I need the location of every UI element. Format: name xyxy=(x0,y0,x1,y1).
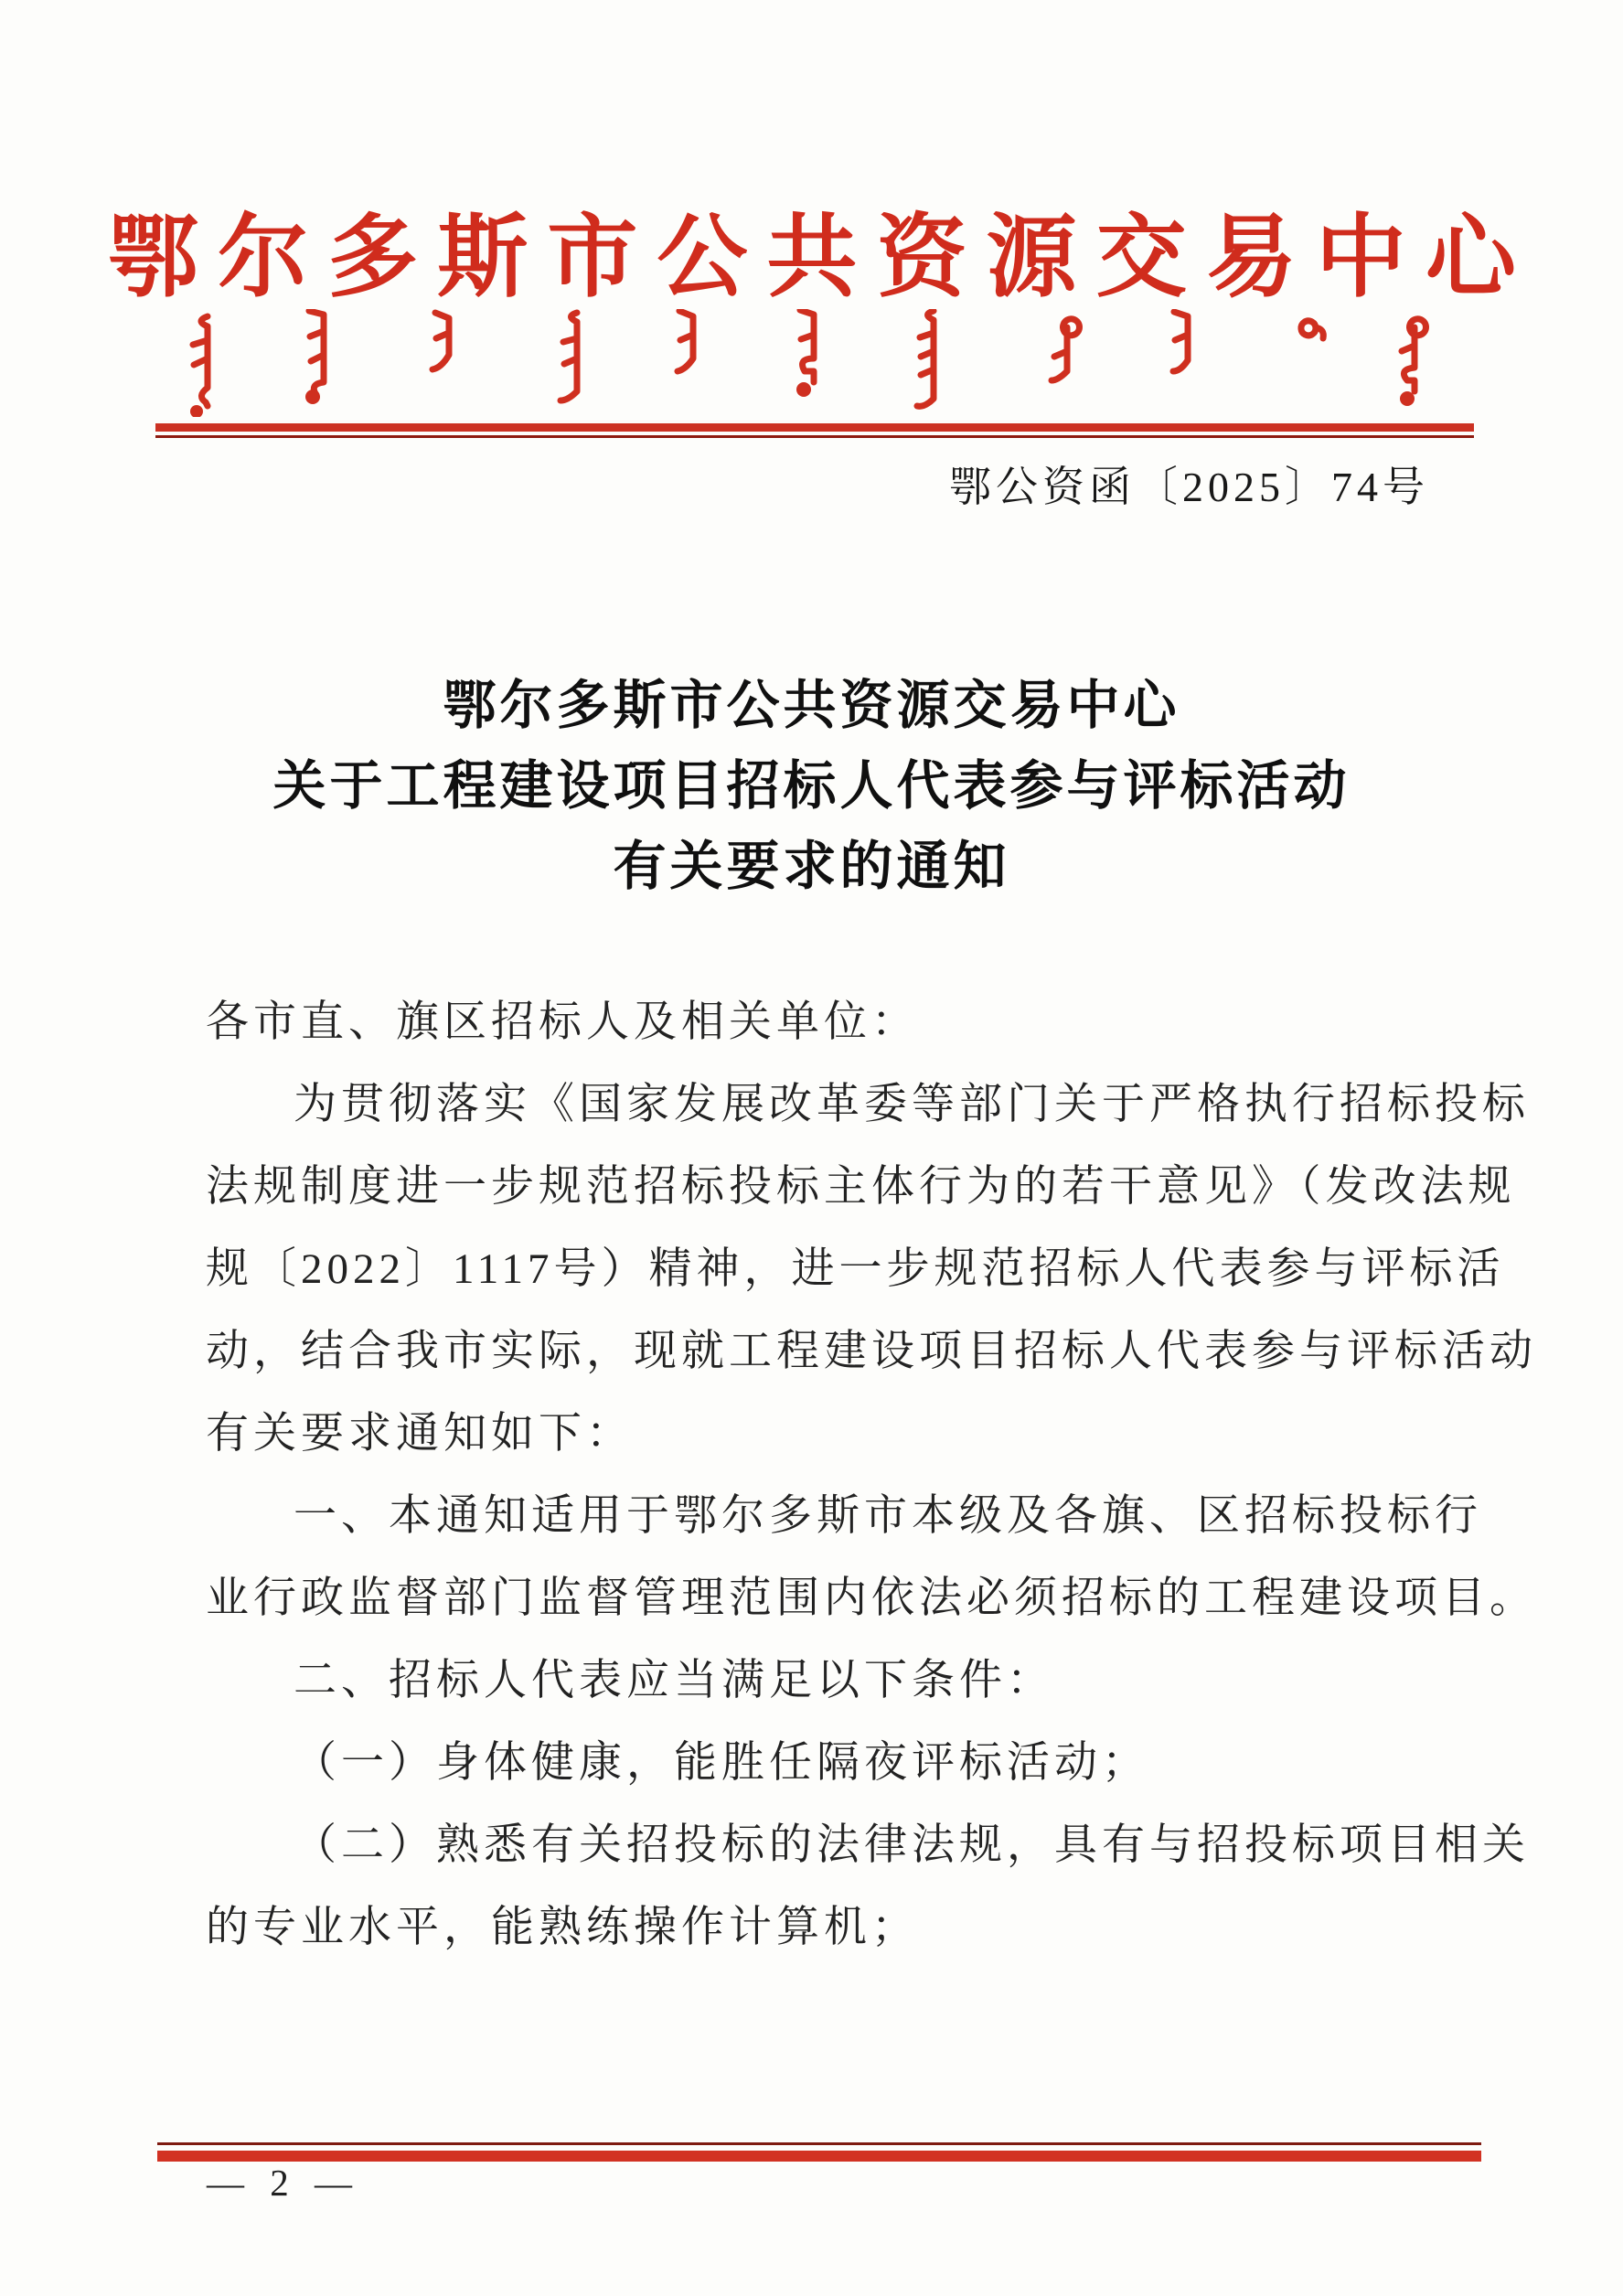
mongolian-word xyxy=(796,310,814,397)
mongolian-word xyxy=(305,311,324,404)
salutation-line: 各市直、旗区招标人及相关单位： xyxy=(206,998,919,1046)
body-line: 法规制度进一步规范招标投标主体行为的若干意见》（发改法规 xyxy=(206,1163,1516,1211)
body-line: 规〔2022〕1117号）精神，进一步规范招标人代表参与评标活 xyxy=(206,1245,1505,1293)
mongolian-word xyxy=(1400,319,1425,406)
document-title-line2: 关于工程建设项目招标人代表参与评标活动 xyxy=(272,756,1351,816)
mongolian-word xyxy=(678,311,693,371)
body-line: 有关要求通知如下： xyxy=(206,1410,634,1458)
body-line-condition-2: （二）熟悉有关招投标的法律法规，具有与招投标项目相关 xyxy=(294,1821,1530,1869)
mongolian-word xyxy=(1052,319,1079,380)
letterhead-org-name: 鄂尔多斯市公共资源交易中心 xyxy=(108,208,1516,308)
letterhead-divider xyxy=(155,423,1474,438)
mongolian-word xyxy=(190,316,208,417)
mongolian-script-icon xyxy=(119,309,1490,417)
mongolian-word xyxy=(1301,321,1323,338)
body-line: 动，结合我市实际，现就工程建设项目招标人代表参与评标活动 xyxy=(206,1328,1537,1375)
body-line-item-1: 一、本通知适用于鄂尔多斯市本级及各旗、区招标投标行 xyxy=(294,1492,1482,1540)
document-title-line3: 有关要求的通知 xyxy=(613,837,1010,896)
body-line: 的专业水平，能熟练操作计算机； xyxy=(206,1904,919,1951)
document-body xyxy=(206,981,1537,1969)
body-line: 为贯彻落实《国家发展改革委等部门关于严格执行招标投标 xyxy=(294,1081,1530,1128)
body-line: 业行政监督部门监督管理范围内依法必须招标的工程建设项目。 xyxy=(206,1575,1537,1622)
mongolian-word xyxy=(917,311,934,406)
document-title xyxy=(0,666,1623,907)
page-number: — 2 — xyxy=(207,2162,360,2204)
mongolian-word xyxy=(1173,312,1188,371)
body-line-condition-1: （一）身体健康，能胜任隔夜评标活动； xyxy=(294,1739,1149,1787)
document-number: 鄂公资函〔2025〕74号 xyxy=(949,464,1429,510)
footer-divider xyxy=(157,2142,1481,2162)
mongolian-word xyxy=(432,313,449,369)
body-line-item-2: 二、招标人代表应当满足以下条件： xyxy=(294,1657,1054,1704)
mongolian-word xyxy=(561,313,577,400)
document-title-line1: 鄂尔多斯市公共资源交易中心 xyxy=(443,676,1180,735)
